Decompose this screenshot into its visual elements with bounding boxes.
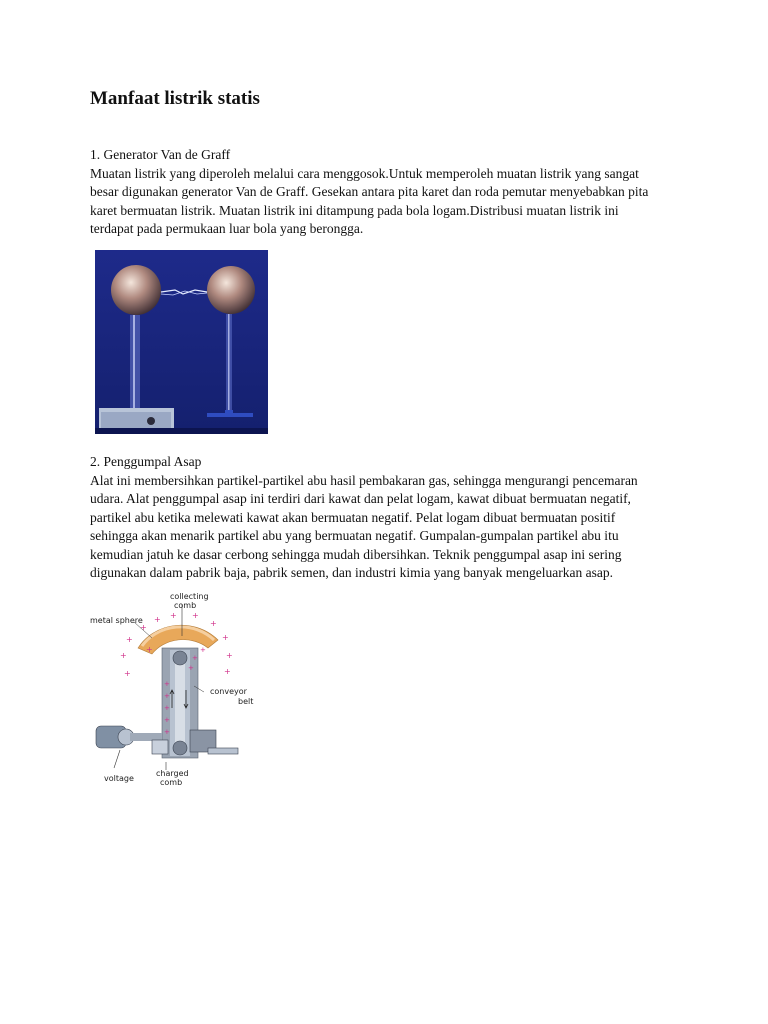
label-charged-comb: comb: [160, 778, 183, 787]
svg-text:+: +: [164, 716, 170, 724]
label-belt: belt: [238, 697, 254, 706]
label-collecting: collecting: [170, 592, 209, 601]
svg-text:+: +: [188, 664, 194, 672]
paragraph-line: kemudian jatuh ke dasar cerbong sehingga mudah dibersihkan. Teknik penggumpal asap ini sering: [90, 546, 622, 562]
section-van-de-graff: [90, 146, 690, 239]
svg-text:+: +: [200, 646, 206, 654]
van-de-graaff-diagram: [90, 590, 256, 793]
section-heading: 1. Generator Van de Graff: [90, 147, 231, 162]
paragraph-line: karet bermuatan listrik. Muatan listrik ini ditampung pada bola logam.Distribusi muatan listrik ini: [90, 202, 619, 218]
paragraph-line: Alat ini membersihkan partikel-partikel abu hasil pembakaran gas, sehingga mengurangi pencemaran: [90, 472, 638, 488]
svg-text:+: +: [224, 667, 231, 676]
paragraph-line: udara. Alat penggumpal asap ini terdiri dari kawat dan pelat logam, kawat dibuat bermuatan negatif,: [90, 491, 631, 506]
svg-text:+: +: [210, 619, 217, 628]
svg-text:+: +: [164, 680, 170, 688]
paragraph-line: terdapat pada permukaan luar bola yang berongga.: [90, 221, 364, 236]
svg-text:+: +: [170, 611, 177, 620]
svg-text:+: +: [192, 611, 199, 620]
svg-text:+: +: [146, 645, 153, 654]
svg-text:+: +: [140, 623, 147, 632]
label-metal-sphere: metal sphere: [90, 616, 143, 625]
label-comb: comb: [174, 601, 197, 610]
paragraph-line: partikel abu ketika melewati kawat akan bermuatan negatif. Pelat logam dibuat bermuatan positif: [90, 509, 616, 525]
section-penggumpal-asap: [90, 453, 690, 583]
svg-text:+: +: [164, 728, 170, 736]
van-de-graaff-photo: [95, 250, 268, 434]
svg-text:+: +: [164, 704, 170, 712]
svg-text:+: +: [164, 692, 170, 700]
paragraph-line: besar digunakan generator Van de Graff. Gesekan antara pita karet dan roda pemutar menyebabkan pita: [90, 184, 649, 199]
page-title: Manfaat listrik statis: [90, 88, 260, 109]
svg-text:+: +: [126, 635, 133, 644]
section-heading: 2. Penggumpal Asap: [90, 454, 202, 469]
svg-text:+: +: [226, 651, 233, 660]
label-voltage: voltage: [104, 774, 134, 783]
svg-text:+: +: [222, 633, 229, 642]
svg-text:+: +: [192, 654, 198, 662]
svg-text:+: +: [154, 615, 161, 624]
paragraph-line: Muatan listrik yang diperoleh melalui cara menggosok.Untuk memperoleh muatan listrik yang sangat: [90, 165, 639, 181]
paragraph-line: sehingga akan menarik partikel abu yang bermuatan negatif. Gumpalan-gumpalan partikel abu itu: [90, 528, 619, 543]
svg-text:+: +: [124, 669, 131, 678]
paragraph-line: digunakan dalam pabrik baja, pabrik semen, dan industri kimia yang banyak mengeluarkan asap.: [90, 565, 613, 580]
svg-text:+: +: [120, 651, 127, 660]
label-charged: charged: [156, 769, 189, 778]
label-conveyor: conveyor: [210, 687, 247, 696]
